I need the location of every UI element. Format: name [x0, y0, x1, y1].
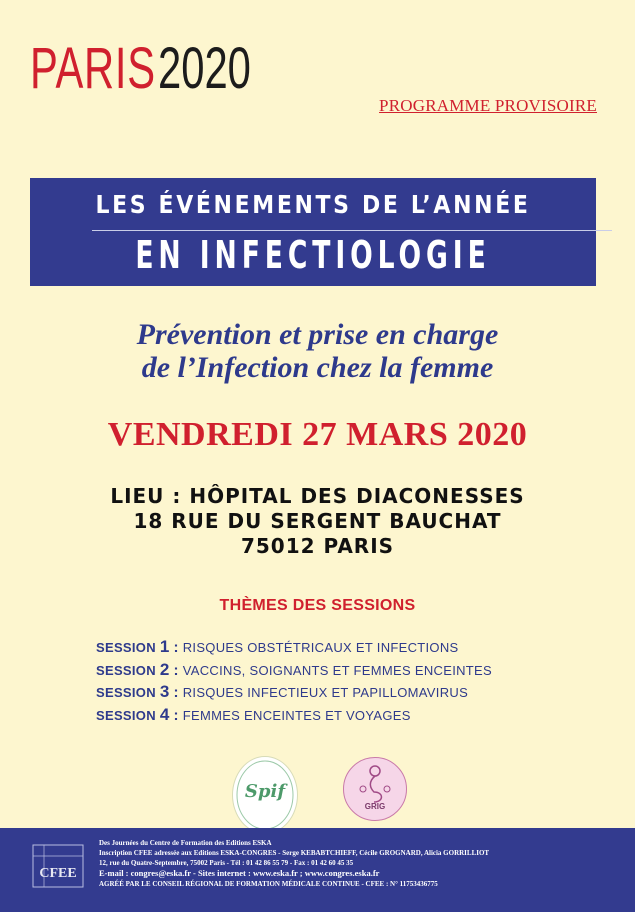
session-title: VACCINS, SOIGNANTS ET FEMMES ENCEINTES — [182, 662, 492, 678]
session-number: 1 — [159, 637, 170, 656]
session-label: SESSION — [96, 640, 156, 655]
session-title: FEMMES ENCEINTES ET VOYAGES — [182, 707, 411, 723]
footer-line: Des Journées du Centre de Formation des Editions ESKA — [99, 839, 272, 847]
footer-line: Inscription CFEE adressée aux Editions ESKA-CONGRES - Serge KEBABTCHIEFF, Cécile GROGNARD, Alicia GORRILLIOT — [99, 849, 490, 857]
banner-title-line1: LES ÉVÉNEMENTS DE L’ANNÉE — [95, 190, 531, 219]
banner-title-line2: EN INFECTIOLOGIE — [135, 233, 491, 277]
location-city: 75012 PARIS — [240, 534, 395, 558]
footer-accreditation: AGRÉÉ PAR LE CONSEIL RÉGIONAL DE FORMATION MÉDICALE CONTINUE - CFEE : N° 11753436775 — [99, 880, 438, 888]
cfee-logo — [32, 844, 84, 888]
subtitle-line1: Prévention et prise en charge — [136, 318, 499, 351]
subtitle-line2: de l’Infection chez la femme — [141, 351, 494, 384]
session-label: SESSION — [96, 707, 156, 723]
event-year: 2020 — [158, 36, 251, 101]
session-colon: : — [173, 661, 179, 679]
grig-logo-text: GRIG — [364, 802, 386, 811]
session-item — [96, 704, 492, 727]
themes-heading: THÈMES DES SESSIONS — [219, 597, 416, 614]
footer-line: 12, rue du Quatre-Septembre, 75002 Paris - Tél : 01 42 86 55 79 - Fax : 01 42 60 45 35 — [99, 859, 354, 867]
session-number: 4 — [159, 704, 170, 724]
footer-info — [99, 838, 619, 889]
title-banner — [30, 178, 596, 286]
cfee-logo-text: CFEE — [39, 866, 77, 881]
session-item — [96, 659, 492, 682]
session-colon: : — [173, 706, 179, 724]
session-number: 2 — [159, 659, 170, 679]
event-location — [0, 484, 635, 559]
session-number: 3 — [159, 682, 170, 701]
footer-contact: E-mail : congres@eska.fr - Sites internet : www.eska.fr ; www.congres.eska.fr — [99, 868, 380, 878]
footer-band — [0, 828, 635, 912]
spif-logo — [232, 756, 298, 834]
event-city: PARIS — [30, 36, 156, 101]
session-list — [96, 636, 492, 726]
session-title: RISQUES INFECTIEUX ET PAPILLOMAVIRUS — [182, 685, 469, 700]
programme-status: PROGRAMME PROVISOIRE — [379, 96, 597, 115]
grig-logo — [343, 757, 407, 821]
session-title: RISQUES OBSTÉTRICAUX ET INFECTIONS — [182, 640, 459, 655]
location-street: 18 RUE DU SERGENT BAUCHAT — [133, 509, 502, 533]
spif-logo-text: Spif — [244, 781, 286, 802]
session-label: SESSION — [96, 685, 156, 700]
session-colon: : — [173, 684, 179, 701]
banner-divider — [92, 230, 612, 231]
event-subtitle — [0, 318, 635, 384]
session-item — [96, 681, 492, 704]
location-venue: LIEU : HÔPITAL DES DIACONESSES — [110, 484, 525, 508]
session-item — [96, 636, 492, 659]
session-colon: : — [173, 639, 179, 656]
session-label: SESSION — [96, 662, 156, 678]
event-date: VENDREDI 27 MARS 2020 — [107, 416, 528, 453]
